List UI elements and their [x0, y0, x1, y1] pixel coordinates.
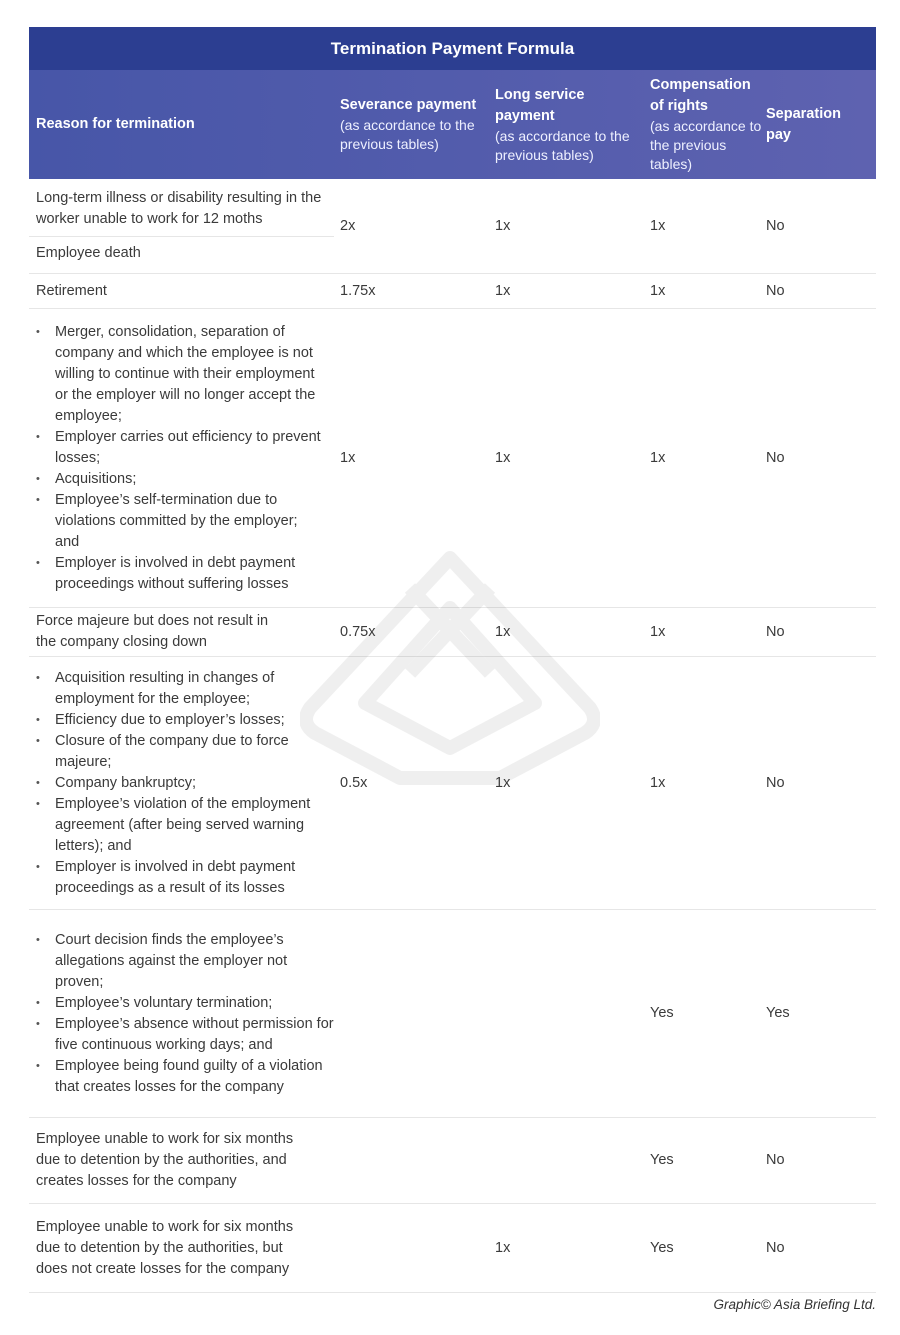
header-severance-label: Severance payment [340, 97, 477, 113]
reason-bullet-list [36, 930, 336, 1098]
reason-cell: Retirement [36, 282, 107, 299]
compensation-cell: 1x [650, 623, 666, 640]
severance-cell: 1.75x [340, 282, 376, 299]
compensation-cell: Yes [650, 1239, 674, 1256]
list-item: • Employee’s voluntary termination; [36, 993, 336, 1014]
list-item: • Closure of the company due to force majeure; [36, 731, 321, 773]
header-long-service-label: Long service payment [495, 86, 585, 124]
list-item: • Company bankruptcy; [36, 773, 321, 794]
header-severance [340, 70, 490, 179]
list-item: • Merger, consolidation, separation of company and which the employee is not willing to continue with their employment or the employer will no longer accept the employee; [36, 322, 321, 427]
long-service-cell: 1x [495, 774, 511, 791]
table-row [29, 274, 876, 309]
header-separation-label: Separation pay [766, 105, 841, 143]
list-item: • Acquisition resulting in changes of employment for the employee; [36, 668, 321, 710]
reason-cell [36, 910, 336, 1117]
list-item: • Efficiency due to employer’s losses; [36, 710, 321, 731]
reason-bullet-list [36, 668, 321, 899]
compensation-cell: 1x [650, 449, 666, 466]
separation-cell: No [766, 774, 785, 791]
row-divider [29, 236, 334, 237]
severance-cell: 0.5x [340, 774, 368, 791]
list-item: • Employee’s absence without permission for five continuous working days; and [36, 1014, 336, 1056]
reason-text: Employee death [36, 245, 141, 261]
header-reason-label: Reason for termination [36, 116, 195, 132]
reason-cell: Force majeure but does not result in the company closing down [36, 613, 269, 650]
long-service-cell: 1x [495, 1239, 511, 1256]
severance-cell: 1x [340, 449, 356, 466]
header-severance-note: (as accordance to the previous tables) [340, 117, 475, 152]
compensation-cell: 1x [650, 282, 666, 299]
list-item: • Employee’s violation of the employment agreement (after being served warning letters); and [36, 794, 321, 857]
reason-cell [36, 179, 336, 273]
separation-cell: No [766, 449, 785, 466]
list-item: • Acquisitions; [36, 469, 321, 490]
reason-text: Long-term illness or disability resulting in the worker unable to work for 12 moths [36, 190, 322, 227]
reason-bullet-list [36, 322, 321, 595]
table-header-row [29, 70, 876, 179]
severance-cell: 2x [340, 217, 356, 234]
reason-cell: Employee unable to work for six months due to detention by the authorities, and creates losses for the company [36, 1131, 294, 1189]
table-row [29, 608, 876, 657]
list-item: • Employer carries out efficiency to prevent losses; [36, 427, 321, 469]
header-separation [766, 70, 866, 179]
separation-cell: No [766, 282, 785, 299]
long-service-cell: 1x [495, 282, 511, 299]
table-row [29, 657, 876, 910]
reason-cell [36, 657, 321, 909]
header-long-service [495, 70, 640, 179]
compensation-cell: Yes [650, 1152, 674, 1168]
list-item: • Employer is involved in debt payment proceedings without suffering losses [36, 553, 321, 595]
compensation-cell: 1x [650, 217, 666, 234]
list-item: • Employer is involved in debt payment proceedings as a result of its losses [36, 857, 321, 899]
compensation-cell: Yes [650, 1005, 674, 1021]
reason-cell [36, 309, 321, 607]
compensation-cell: 1x [650, 774, 666, 791]
header-long-service-note: (as accordance to the previous tables) [495, 127, 630, 163]
termination-table [29, 27, 876, 1293]
table-row [29, 910, 876, 1118]
separation-cell: No [766, 217, 785, 234]
separation-cell: No [766, 623, 785, 640]
table-row [29, 179, 876, 274]
severance-cell: 0.75x [340, 623, 376, 640]
long-service-cell: 1x [495, 623, 511, 640]
table-row [29, 1118, 876, 1204]
separation-cell: Yes [766, 1005, 790, 1021]
long-service-cell: 1x [495, 217, 511, 234]
graphic-credit: Graphic© Asia Briefing Ltd. [713, 1297, 876, 1312]
table-title: Termination Payment Formula [29, 27, 876, 70]
header-compensation-note: (as accordance to the previous tables) [650, 118, 762, 172]
table-row [29, 1204, 876, 1293]
list-item: • Employee being found guilty of a violation that creates losses for the company [36, 1056, 336, 1098]
header-compensation-label: Compensation of rights [650, 77, 751, 114]
list-item: • Court decision finds the employee’s allegations against the employer not proven; [36, 930, 336, 993]
header-reason [36, 70, 326, 179]
list-item: • Employee’s self-termination due to violations committed by the employer; and [36, 490, 321, 553]
long-service-cell: 1x [495, 449, 511, 466]
header-compensation [650, 70, 762, 179]
separation-cell: No [766, 1152, 785, 1168]
table-row [29, 309, 876, 608]
reason-cell: Employee unable to work for six months due to detention by the authorities, but does not create losses for the company [36, 1218, 294, 1277]
separation-cell: No [766, 1239, 785, 1256]
